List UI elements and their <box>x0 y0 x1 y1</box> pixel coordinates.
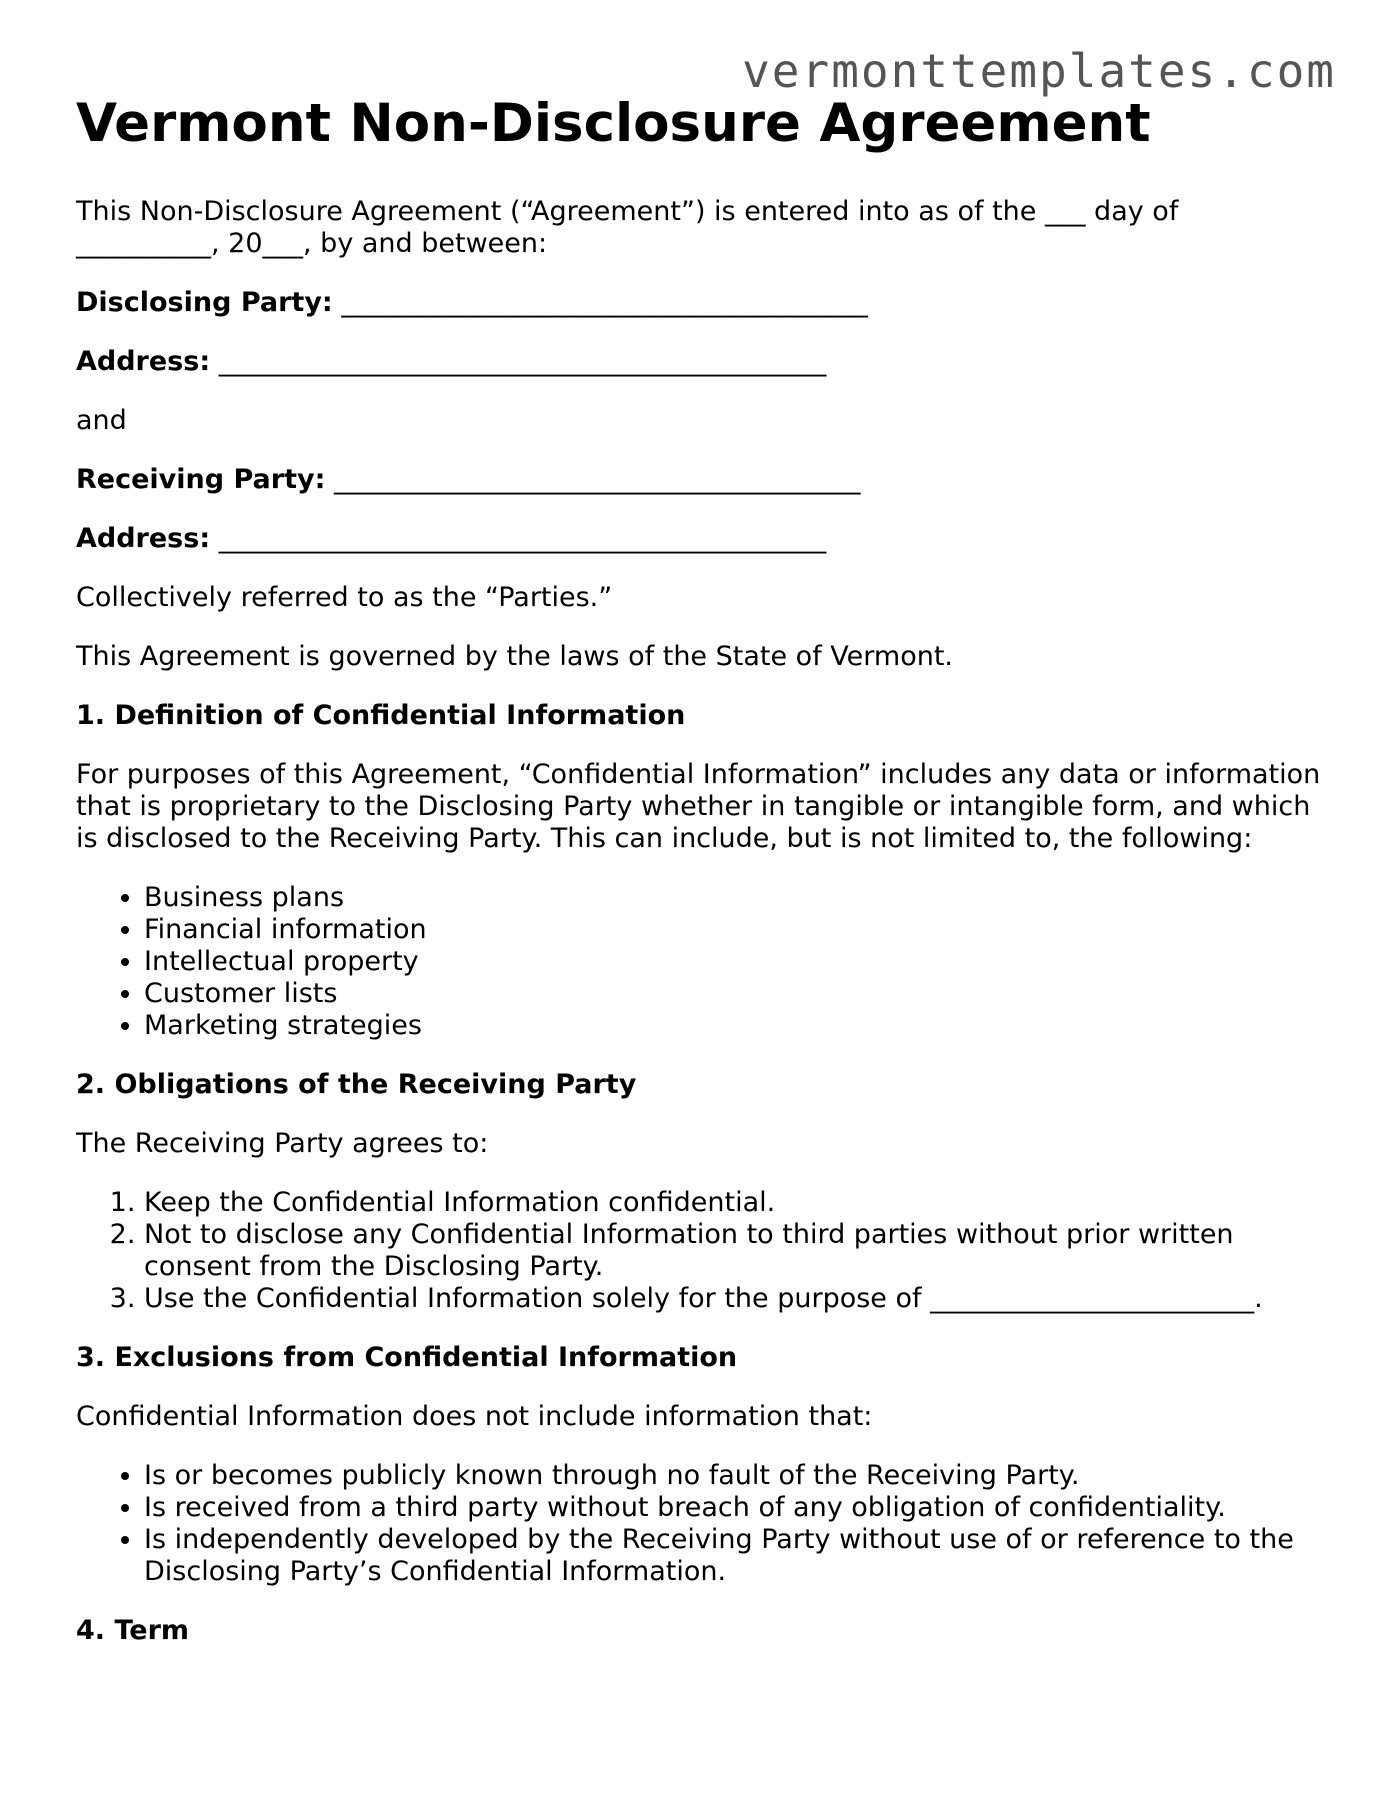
governing-law-text: This Agreement is governed by the laws of the State of Vermont. <box>76 640 953 672</box>
exclusions-list <box>76 1460 1326 1588</box>
list-item: 1. Keep the Confidential Information confidential. <box>144 1187 1326 1219</box>
section-body: For purposes of this Agreement, “Confidential Information” includes any data or information that is proprietary to the Disclosing Party whether in tangible or intangible form, and which is disclosed to the Receiving Party. This can include, but is not limited to, the following: <box>76 758 1321 854</box>
disclosing-address-field <box>76 346 1326 378</box>
list-item: • Intellectual property <box>144 946 1326 978</box>
disclosing-party-label: Disclosing Party: <box>76 286 333 318</box>
list-item: • Is received from a third party without breach of any obligation of confidentiality. <box>144 1492 1326 1524</box>
receiving-address-label: Address: <box>76 522 211 554</box>
list-item: • Business plans <box>144 882 1326 914</box>
receiving-address-field <box>76 523 1326 555</box>
disclosing-party-field <box>76 287 1326 319</box>
list-item: • Marketing strategies <box>144 1010 1326 1042</box>
list-item: 3. Use the Confidential Information solely for the purpose of ________________________. <box>144 1283 1326 1315</box>
disclosing-party-blank: _______________________________________ <box>341 286 868 318</box>
confidential-info-list <box>76 882 1326 1042</box>
section-body: Confidential Information does not include information that: <box>76 1400 873 1432</box>
intro-paragraph: This Non-Disclosure Agreement (“Agreement”) is entered into as of the ___ day of __________, 20___, by and between: <box>76 195 1179 259</box>
disclosing-address-blank: _____________________________________________ <box>218 345 827 377</box>
list-item: • Is or becomes publicly known through no fault of the Receiving Party. <box>144 1460 1326 1492</box>
watermark: vermonttemplates.com <box>742 44 1336 98</box>
section-body: The Receiving Party agrees to: <box>76 1127 489 1159</box>
receiving-party-field <box>76 464 1326 496</box>
and-text: and <box>76 404 127 436</box>
section-heading: 2. Obligations of the Receiving Party <box>76 1068 637 1100</box>
section-heading: 4. Term <box>76 1614 190 1646</box>
receiving-address-blank: _____________________________________________ <box>218 522 827 554</box>
section-heading: 1. Definition of Confidential Information <box>76 699 686 731</box>
list-item: 2. Not to disclose any Confidential Information to third parties without prior written consent from the Disclosing Party. <box>144 1219 1326 1283</box>
list-item: • Is independently developed by the Receiving Party without use of or reference to the Disclosing Party’s Confidential Information. <box>144 1524 1326 1588</box>
receiving-party-label: Receiving Party: <box>76 463 326 495</box>
obligations-list <box>76 1187 1326 1315</box>
document-title: Vermont Non-Disclosure Agreement <box>76 93 1151 154</box>
list-item: • Customer lists <box>144 978 1326 1010</box>
receiving-party-blank: _______________________________________ <box>333 463 861 495</box>
collectively-text: Collectively referred to as the “Parties.” <box>76 581 613 613</box>
disclosing-address-label: Address: <box>76 345 211 377</box>
document-page <box>76 92 1326 1674</box>
section-heading: 3. Exclusions from Confidential Information <box>76 1341 738 1373</box>
list-item: • Financial information <box>144 914 1326 946</box>
